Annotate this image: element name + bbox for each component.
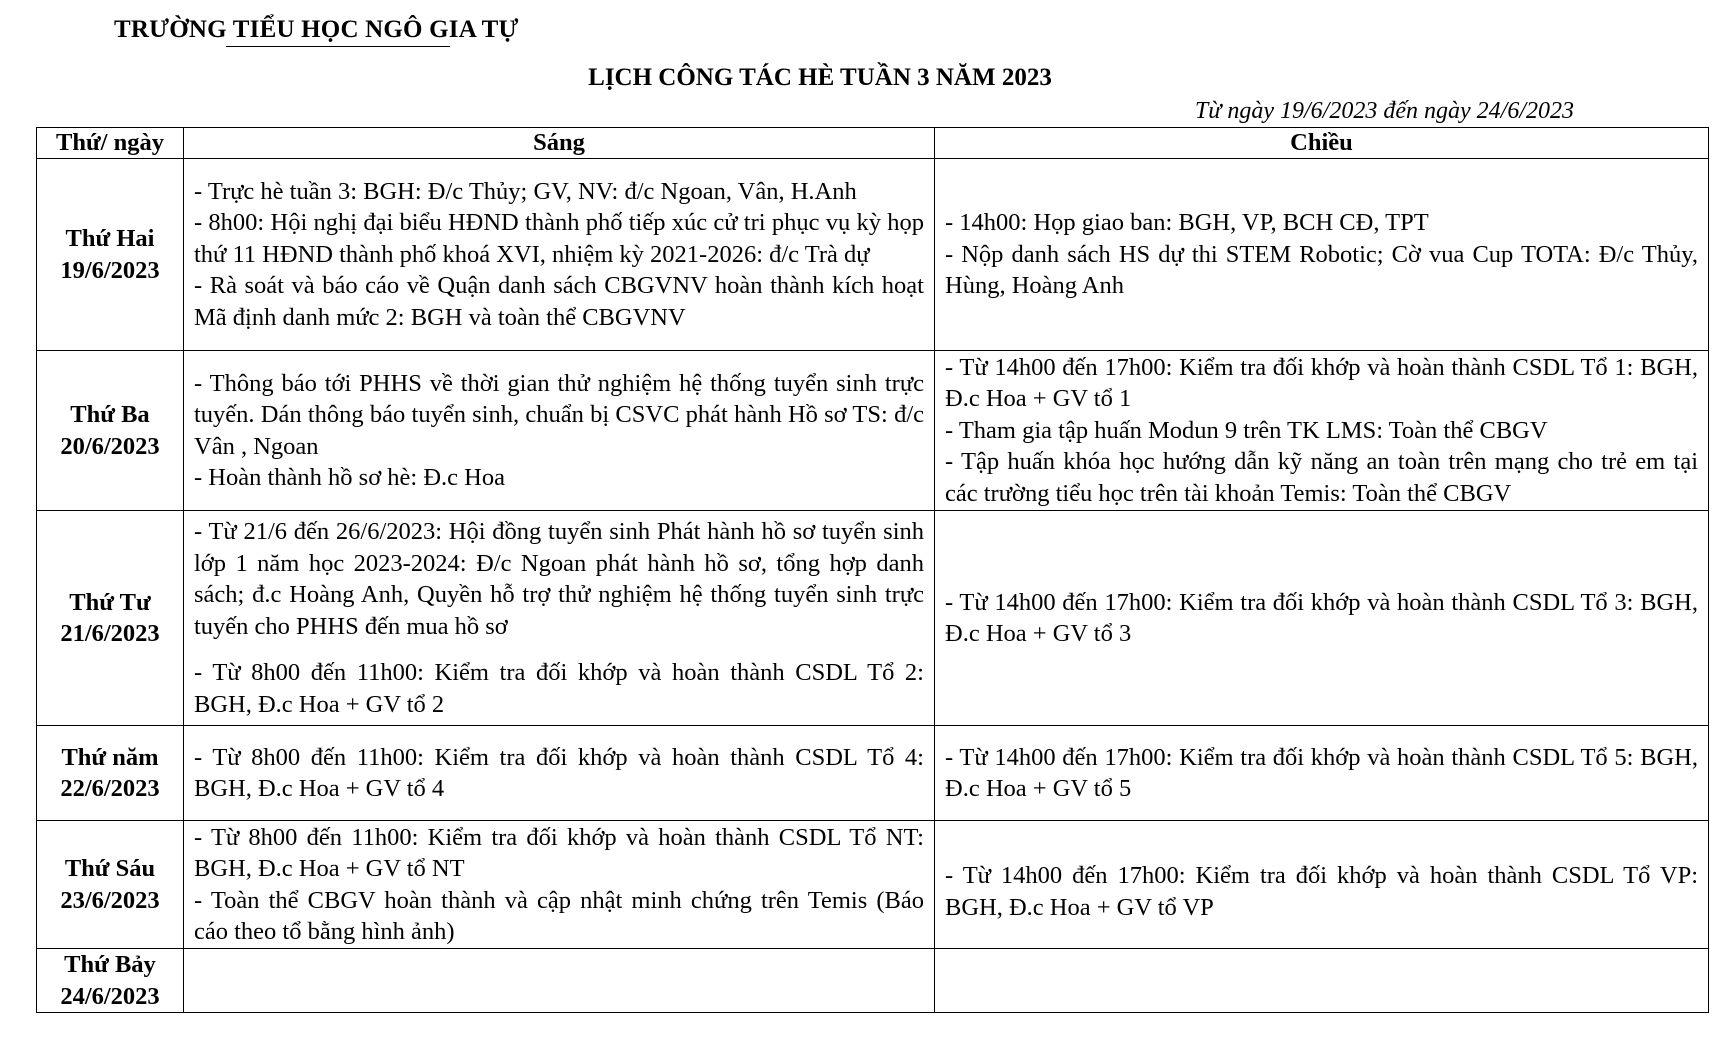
task-item: - Nộp danh sách HS dự thi STEM Robotic; Cờ vua Cup TOTA: Đ/c Thủy, Hùng, Hoàng Anh	[945, 240, 1698, 300]
day-name: Thứ Hai	[65, 225, 155, 252]
day-date: 19/6/2023	[60, 256, 160, 284]
morning-cell	[184, 726, 935, 821]
document-title: LỊCH CÔNG TÁC HÈ TUẦN 3 NĂM 2023	[588, 64, 1052, 91]
day-date: 21/6/2023	[60, 620, 160, 647]
task-item: - Toàn thể CBGV hoàn thành và cập nhật minh chứng trên Temis (Báo cáo theo tổ bằng hình ảnh)	[194, 886, 924, 945]
task-item: - Thông báo tới PHHS về thời gian thử nghiệm hệ thống tuyển sinh trực tuyến. Dán thông báo tuyển sinh, chuẩn bị CSVC phát hành Hồ sơ TS: đ/c Vân , Ngoan	[194, 369, 924, 460]
afternoon-cell	[935, 949, 1709, 1013]
day-name: Thứ Bảy	[64, 951, 156, 978]
day-name: Thứ Sáu	[64, 855, 156, 882]
school-name: TRƯỜNG TIỂU HỌC NGÔ GIA TỰ	[114, 16, 519, 43]
table-row-saturday	[37, 949, 1709, 1013]
task-item: - Tham gia tập huấn Modun 9 trên TK LMS: Toàn thể CBGV	[945, 416, 1548, 444]
task-item: - Từ 8h00 đến 11h00: Kiểm tra đối khớp và hoàn thành CSDL Tổ 2: BGH, Đ.c Hoa + GV tổ 2	[194, 659, 924, 718]
morning-cell	[184, 351, 935, 511]
task-item: - Từ 14h00 đến 17h00: Kiểm tra đối khớp và hoàn thành CSDL Tổ 3: BGH, Đ.c Hoa + GV tổ 3	[945, 588, 1698, 647]
day-date: 24/6/2023	[60, 982, 160, 1010]
task-item: - Từ 8h00 đến 11h00: Kiểm tra đối khớp và hoàn thành CSDL Tổ NT: BGH, Đ.c Hoa + GV tổ NT	[194, 823, 924, 882]
table-row-wednesday	[37, 511, 1709, 726]
task-item: - Từ 14h00 đến 17h00: Kiểm tra đối khớp và hoàn thành CSDL Tổ VP: BGH, Đ.c Hoa + GV tổ VP	[945, 862, 1698, 921]
table-row-monday	[37, 159, 1709, 351]
schedule-table	[36, 127, 1709, 1013]
afternoon-cell	[935, 821, 1709, 949]
morning-cell	[184, 159, 935, 351]
day-cell	[37, 821, 184, 949]
column-header-afternoon: Chiều	[935, 128, 1709, 159]
day-name: Thứ năm	[61, 743, 159, 771]
day-date: 22/6/2023	[60, 775, 160, 802]
table-row-tuesday	[37, 351, 1709, 511]
morning-cell	[184, 949, 935, 1013]
column-header-day: Thứ/ ngày	[37, 128, 184, 159]
day-cell	[37, 351, 184, 511]
afternoon-cell	[935, 511, 1709, 726]
task-item: - 8h00: Hội nghị đại biểu HĐND thành phố tiếp xúc cử tri phục vụ kỳ họp thứ 11 HĐND thành phố khoá XVI, nhiệm kỳ 2021-2026: đ/c Trà dự	[194, 209, 924, 268]
day-cell	[37, 726, 184, 821]
afternoon-cell	[935, 726, 1709, 821]
task-item: - Từ 14h00 đến 17h00: Kiểm tra đối khớp và hoàn thành CSDL Tổ 5: BGH, Đ.c Hoa + GV tổ 5	[945, 743, 1698, 802]
date-range: Từ ngày 19/6/2023 đến ngày 24/6/2023	[1194, 98, 1574, 124]
task-item: - Từ 14h00 đến 17h00: Kiểm tra đối khớp và hoàn thành CSDL Tổ 1: BGH, Đ.c Hoa + GV tổ 1	[945, 353, 1698, 413]
task-item: - 14h00: Họp giao ban: BGH, VP, BCH CĐ, TPT	[945, 209, 1429, 237]
task-item: - Từ 21/6 đến 26/6/2023: Hội đồng tuyển sinh Phát hành hồ sơ tuyển sinh lớp 1 năm học 2023-2024: Đ/c Ngoan phát hành hồ sơ, tổng hợp danh sách; đ.c Hoàng Anh, Quyền hỗ trợ thử nghiệm hệ thống tuyển sinh trực tuyến cho PHHS đến mua hồ sơ	[194, 518, 924, 640]
day-date: 20/6/2023	[60, 432, 160, 460]
task-item: - Từ 8h00 đến 11h00: Kiểm tra đối khớp và hoàn thành CSDL Tổ 4: BGH, Đ.c Hoa + GV tổ 4	[194, 743, 924, 802]
day-cell	[37, 159, 184, 351]
afternoon-cell	[935, 351, 1709, 511]
day-date: 23/6/2023	[60, 886, 160, 914]
day-cell	[37, 511, 184, 726]
task-item: - Tập huấn khóa học hướng dẫn kỹ năng an toàn trên mạng cho trẻ em tại các trường tiểu học trên tài khoản Temis: Toàn thể CBGV	[945, 448, 1698, 507]
table-header-row	[37, 128, 1709, 159]
task-item: - Rà soát và báo cáo về Quận danh sách CBGVNV hoàn thành kích hoạt Mã định danh mức 2: BGH và toàn thể CBGVNV	[194, 272, 924, 331]
table-row-thursday	[37, 726, 1709, 821]
day-name: Thứ Ba	[70, 401, 150, 428]
task-item: - Trực hè tuần 3: BGH: Đ/c Thủy; GV, NV: đ/c Ngoan, Vân, H.Anh	[194, 177, 857, 205]
afternoon-cell	[935, 159, 1709, 351]
day-name: Thứ Tư	[69, 588, 151, 616]
school-name-underline	[226, 46, 450, 47]
morning-cell	[184, 821, 935, 949]
day-cell	[37, 949, 184, 1013]
table-row-friday	[37, 821, 1709, 949]
morning-cell	[184, 511, 935, 726]
column-header-morning: Sáng	[184, 128, 935, 159]
task-item: - Hoàn thành hồ sơ hè: Đ.c Hoa	[194, 464, 505, 491]
